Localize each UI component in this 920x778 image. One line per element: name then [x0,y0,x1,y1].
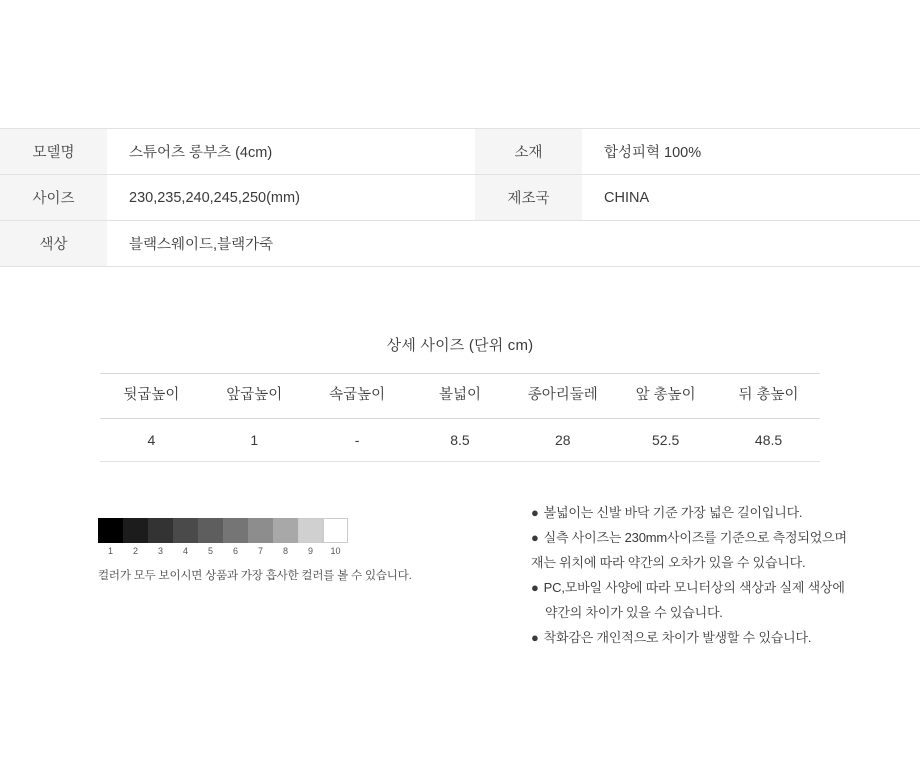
note-text: 착화감은 개인적으로 차이가 발생할 수 있습니다. [543,630,812,645]
table-row [0,175,920,221]
color-swatch [323,518,348,543]
table-row [100,419,820,462]
detail-value-inner-heel: - [306,419,409,462]
bullet-icon: ● [531,505,539,520]
detail-header-back-heel: 뒷굽높이 [100,374,203,419]
swatch-number: 2 [132,546,138,556]
list-item [531,575,891,600]
color-swatch [98,518,123,543]
detail-value-width: 8.5 [409,419,512,462]
list-item [531,625,891,650]
spec-value-model: 스튜어츠 롱부츠 (4cm) [107,129,475,175]
color-calibration-block [98,518,438,583]
color-swatch [223,518,248,543]
swatch-number: 8 [282,546,288,556]
note-text-continued: 재는 위치에 따라 약간의 오차가 있을 수 있습니다. [531,555,806,570]
list-item [531,500,891,525]
bullet-icon: ● [531,580,539,595]
swatch-number: 5 [207,546,213,556]
swatch-number: 1 [107,546,113,556]
swatch-number: 10 [330,546,341,556]
detail-header-inner-heel: 속굽높이 [306,374,409,419]
note-text: 실측 사이즈는 230mm사이즈를 기준으로 측정되었으며 [543,530,847,545]
color-swatch [298,518,323,543]
color-swatch [273,518,298,543]
bullet-icon: ● [531,530,539,545]
swatch-number: 4 [182,546,188,556]
swatch-number: 3 [157,546,163,556]
table-row [0,129,920,175]
spec-label-size: 사이즈 [0,175,107,221]
detail-value-front-height: 52.5 [614,419,717,462]
spec-value-material: 합성피혁 100% [582,129,920,175]
color-swatch-strip [98,518,438,543]
table-row [0,221,920,267]
detail-header-front-height: 앞 총높이 [614,374,717,419]
detail-size-title: 상세 사이즈 (단위 cm) [386,337,534,354]
spec-label-color: 색상 [0,221,107,267]
color-swatch [173,518,198,543]
detail-value-calf: 28 [511,419,614,462]
color-swatch [198,518,223,543]
list-item [531,525,891,550]
color-swatch-numbers [98,546,438,556]
detail-value-back-heel: 4 [100,419,203,462]
swatch-number: 9 [307,546,313,556]
bullet-icon: ● [531,630,539,645]
detail-size-table [100,373,820,462]
note-text: PC,모바일 사양에 따라 모니터상의 색상과 실제 색상에 [543,580,845,595]
detail-header-calf: 종아리둘레 [511,374,614,419]
detail-value-back-height: 48.5 [717,419,820,462]
note-text-continued: 약간의 차이가 있을 수 있습니다. [545,605,723,620]
spec-value-size: 230,235,240,245,250(mm) [107,175,475,221]
detail-header-width: 볼넓이 [409,374,512,419]
detail-header-back-height: 뒤 총높이 [717,374,820,419]
spec-label-model: 모델명 [0,129,107,175]
product-spec-table [0,128,920,267]
color-chart-note: 컬러가 모두 보이시면 상품과 가장 흡사한 컬러를 볼 수 있습니다. [98,570,412,582]
color-swatch [123,518,148,543]
detail-value-front-heel: 1 [203,419,306,462]
spec-value-color: 블랙스웨이드,블랙가죽 [107,221,920,267]
color-swatch [248,518,273,543]
color-swatch [148,518,173,543]
swatch-number: 7 [257,546,263,556]
spec-value-origin: CHINA [582,175,920,221]
table-header-row [100,374,820,419]
notice-list [531,500,891,650]
spec-label-origin: 제조국 [475,175,582,221]
swatch-number: 6 [232,546,238,556]
note-text: 볼넓이는 신발 바닥 기준 가장 넓은 길이입니다. [543,505,803,520]
spec-label-material: 소재 [475,129,582,175]
detail-header-front-heel: 앞굽높이 [203,374,306,419]
